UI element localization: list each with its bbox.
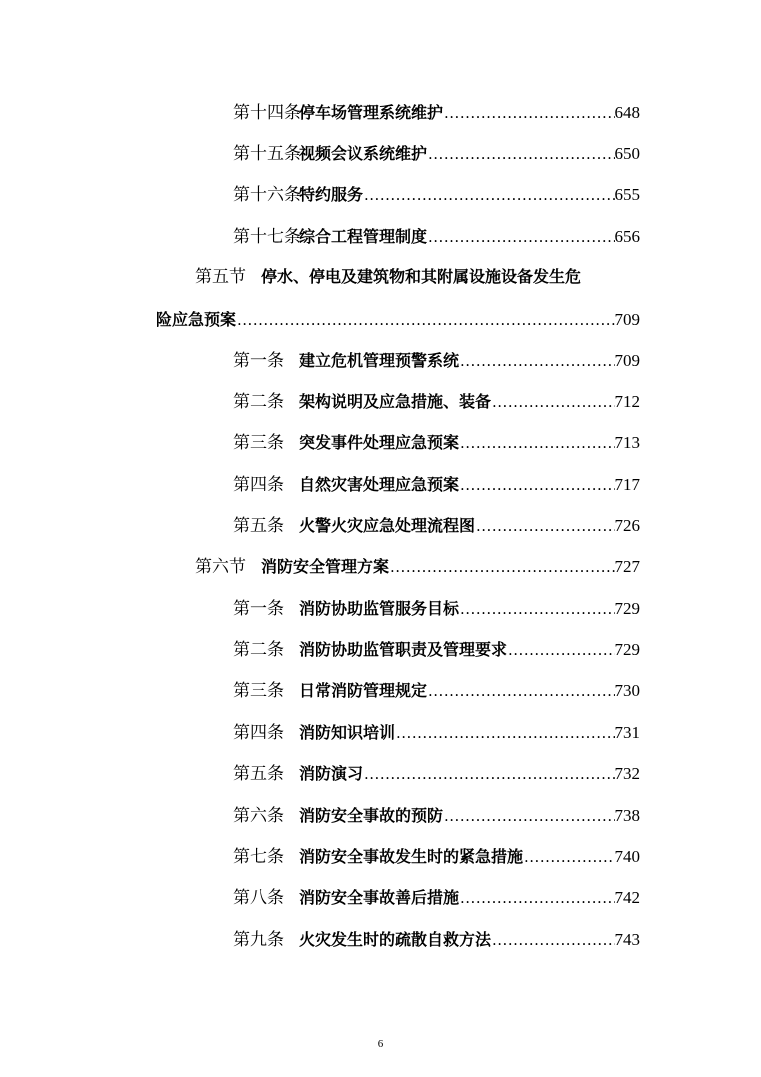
toc-entry-title: 消防演习 xyxy=(299,764,364,783)
toc-entry-page: 650 xyxy=(614,144,640,163)
toc-entry[interactable] xyxy=(233,838,640,868)
toc-entry-number: 第三条 xyxy=(233,681,284,701)
toc-entry[interactable] xyxy=(233,797,640,827)
toc-entry-title: 日常消防管理规定 xyxy=(299,681,428,700)
toc-entry-title: 消防安全事故善后措施 xyxy=(299,888,460,907)
toc-entry-title: 建立危机管理预警系统 xyxy=(299,351,460,370)
toc-entry-page: 648 xyxy=(614,103,640,122)
toc-section-title: 消防安全管理方案 xyxy=(261,557,390,576)
toc-dot-leader xyxy=(443,102,614,124)
toc-section-entry[interactable] xyxy=(195,266,640,288)
toc-dot-leader xyxy=(236,309,614,331)
toc-entry[interactable] xyxy=(233,176,640,206)
toc-entry-page: 656 xyxy=(614,227,640,246)
toc-entry-page: 713 xyxy=(614,433,640,452)
toc-entry-number: 第六条 xyxy=(233,806,284,826)
toc-entry-number: 第五条 xyxy=(233,516,284,536)
toc-entry-number: 第二条 xyxy=(233,392,284,412)
toc-entry-page: 717 xyxy=(614,475,640,494)
toc-dot-leader xyxy=(491,929,614,951)
toc-dot-leader xyxy=(389,556,614,578)
toc-entry-title: 火警火灾应急处理流程图 xyxy=(299,516,476,535)
toc-entry-number: 第四条 xyxy=(233,723,284,743)
toc-entry[interactable] xyxy=(233,755,640,785)
toc-dot-leader xyxy=(395,722,614,744)
toc-dot-leader xyxy=(507,639,614,661)
toc-entry[interactable] xyxy=(233,590,640,620)
toc-dot-leader xyxy=(523,846,614,868)
toc-entry-page: 738 xyxy=(614,806,640,825)
toc-dot-leader xyxy=(459,474,614,496)
toc-entry-title: 消防安全事故发生时的紧急措施 xyxy=(299,847,524,866)
toc-entry-title: 消防知识培训 xyxy=(299,723,396,742)
toc-entry-page: 743 xyxy=(614,930,640,949)
toc-entry-title: 停车场管理系统维护 xyxy=(299,103,444,122)
toc-entry[interactable] xyxy=(233,507,640,537)
toc-entry-number: 第四条 xyxy=(233,475,284,495)
toc-entry-page: 729 xyxy=(614,640,640,659)
toc-entry-number: 第十六条 xyxy=(233,185,301,205)
page-number: 6 xyxy=(377,1038,384,1050)
toc-dot-leader xyxy=(459,598,614,620)
toc-entry-number: 第八条 xyxy=(233,888,284,908)
toc-entry-page: 730 xyxy=(614,681,640,700)
toc-section-page: 709 xyxy=(614,310,640,329)
toc-entry-number: 第九条 xyxy=(233,930,284,950)
toc-entry[interactable] xyxy=(233,631,640,661)
toc-dot-leader xyxy=(427,226,614,248)
toc-section-entry[interactable] xyxy=(195,548,640,578)
toc-entry-title: 突发事件处理应急预案 xyxy=(299,433,460,452)
toc-entry-page: 712 xyxy=(614,392,640,411)
toc-dot-leader xyxy=(363,184,614,206)
toc-entry-page: 731 xyxy=(614,723,640,742)
toc-entry-number: 第三条 xyxy=(233,433,284,453)
toc-entry[interactable] xyxy=(233,424,640,454)
toc-entry-number: 第十四条 xyxy=(233,103,301,123)
toc-dot-leader xyxy=(459,887,614,909)
toc-entry-number: 第二条 xyxy=(233,640,284,660)
toc-entry-number: 第十七条 xyxy=(233,227,301,247)
toc-entry[interactable] xyxy=(233,466,640,496)
toc-entry-number: 第十五条 xyxy=(233,144,301,164)
toc-section-title-line2: 险应急预案 xyxy=(156,310,237,329)
toc-dot-leader xyxy=(427,680,614,702)
toc-entry[interactable] xyxy=(233,921,640,951)
toc-entry-title: 火灾发生时的疏散自救方法 xyxy=(299,930,492,949)
toc-dot-leader xyxy=(459,432,614,454)
toc-entry[interactable] xyxy=(233,218,640,248)
toc-dot-leader xyxy=(491,391,614,413)
toc-entry-title: 架构说明及应急措施、装备 xyxy=(299,392,492,411)
toc-entry-page: 740 xyxy=(614,847,640,866)
toc-section-entry-continuation[interactable] xyxy=(156,301,640,331)
toc-entry-title: 消防协助监管服务目标 xyxy=(299,599,460,618)
toc-entry[interactable] xyxy=(233,342,640,372)
toc-entry[interactable] xyxy=(233,383,640,413)
toc-section-title-line1: 停水、停电及建筑物和其附属设施设备发生危 xyxy=(261,267,582,286)
toc-dot-leader xyxy=(363,763,614,785)
toc-section-page: 727 xyxy=(614,557,640,576)
toc-entry[interactable] xyxy=(233,714,640,744)
toc-entry-title: 综合工程管理制度 xyxy=(299,227,428,246)
toc-dot-leader xyxy=(459,350,614,372)
toc-entry-page: 732 xyxy=(614,764,640,783)
toc-entry-page: 742 xyxy=(614,888,640,907)
toc-entry[interactable] xyxy=(233,672,640,702)
toc-entry[interactable] xyxy=(233,94,640,124)
toc-entry-title: 自然灾害处理应急预案 xyxy=(299,475,460,494)
toc-entry[interactable] xyxy=(233,135,640,165)
toc-entry-title: 特约服务 xyxy=(299,185,364,204)
toc-entry-page: 709 xyxy=(614,351,640,370)
toc-entry-title: 消防安全事故的预防 xyxy=(299,806,444,825)
toc-dot-leader xyxy=(475,515,614,537)
toc-entry-page: 655 xyxy=(614,185,640,204)
toc-entry-number: 第一条 xyxy=(233,599,284,619)
toc-section-number: 第六节 xyxy=(195,557,246,577)
toc-entry-page: 729 xyxy=(614,599,640,618)
toc-entry-title: 消防协助监管职责及管理要求 xyxy=(299,640,508,659)
toc-entry-number: 第五条 xyxy=(233,764,284,784)
toc-dot-leader xyxy=(443,805,614,827)
toc-entry-number: 第一条 xyxy=(233,351,284,371)
toc-entry-title: 视频会议系统维护 xyxy=(299,144,428,163)
toc-entry-number: 第七条 xyxy=(233,847,284,867)
toc-dot-leader xyxy=(427,143,614,165)
toc-entry-page: 726 xyxy=(614,516,640,535)
toc-entry[interactable] xyxy=(233,879,640,909)
toc-section-number: 第五节 xyxy=(195,267,246,287)
